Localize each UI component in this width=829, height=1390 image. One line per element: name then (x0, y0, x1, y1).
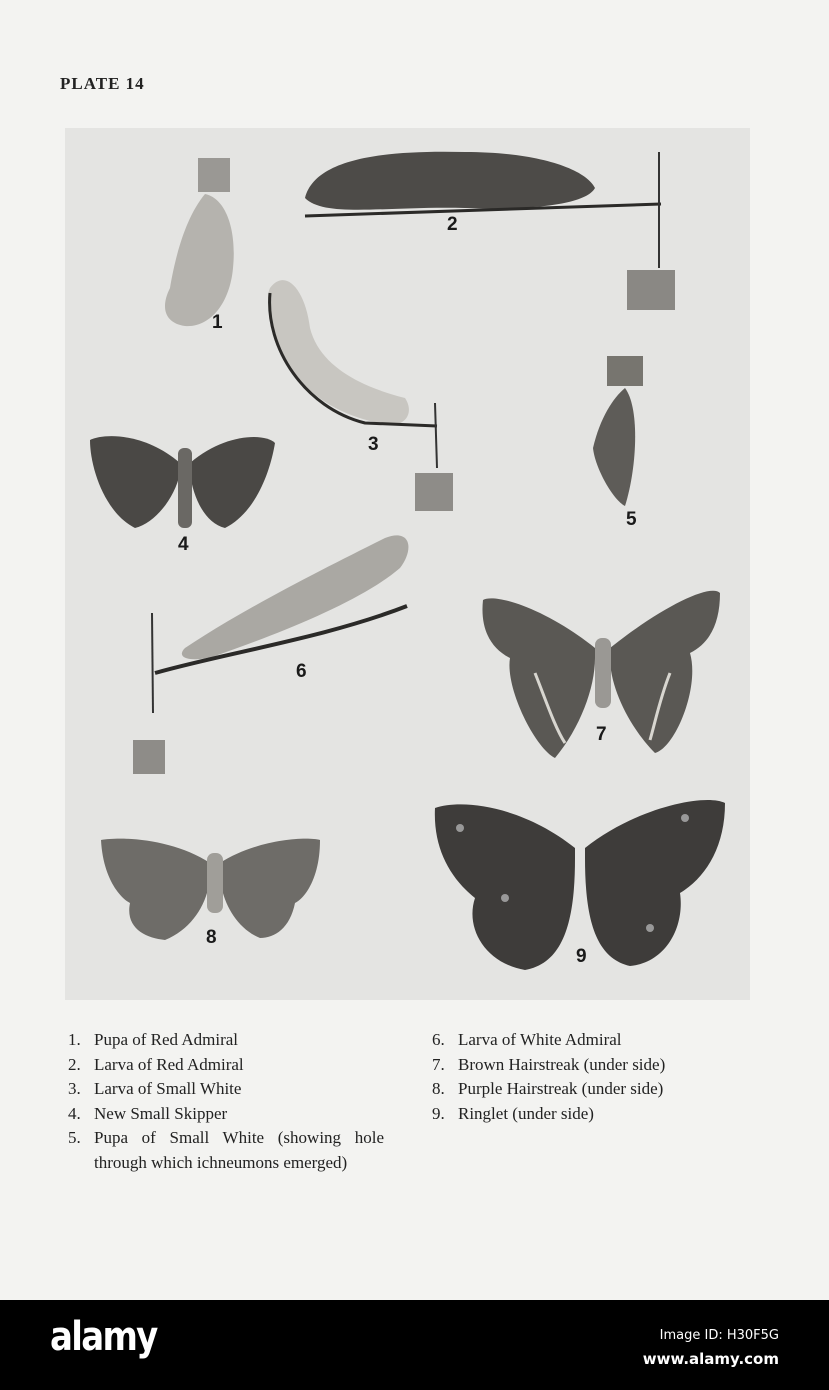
pupa-red-admiral (165, 158, 234, 326)
larva-white-admiral (133, 535, 408, 774)
pupa-small-white (593, 356, 643, 506)
image-id: Image ID: H30F5G (659, 1328, 779, 1343)
larva-small-white (268, 280, 453, 511)
caption-number: 4. (68, 1103, 81, 1123)
caption-number: 9. (432, 1103, 445, 1123)
figure-number: 2 (447, 214, 458, 235)
figure-number: 7 (596, 724, 607, 745)
figure-number: 1 (212, 312, 223, 333)
caption-text: Larva of Red Admiral (94, 1054, 244, 1074)
caption-text: Larva of Small White (94, 1079, 242, 1098)
figure-number: 3 (368, 434, 379, 455)
caption-item (432, 1102, 762, 1127)
caption-item (68, 1053, 413, 1078)
new-small-skipper (90, 436, 275, 528)
caption-text: Pupa of Red Admiral (94, 1030, 239, 1049)
caption-item (432, 1077, 762, 1102)
caption-item (432, 1028, 762, 1053)
figure-number: 5 (626, 509, 637, 530)
figure-number: 9 (576, 946, 587, 967)
specimen-photograph (65, 128, 750, 1000)
caption-text: Larva of White Admiral (458, 1030, 622, 1049)
caption-item (68, 1102, 413, 1127)
ringlet (435, 800, 725, 970)
larva-red-admiral (305, 152, 675, 310)
caption-number: 6. (432, 1030, 445, 1049)
caption-text: Purple Hairstreak (under side) (458, 1079, 664, 1098)
captions-right (432, 1028, 762, 1126)
figure-number: 8 (206, 927, 217, 948)
purple-hairstreak (101, 839, 320, 940)
figure-number: 4 (178, 534, 189, 555)
watermark-footer (0, 1300, 829, 1390)
caption-number: 8. (432, 1079, 445, 1098)
alamy-logo: alamy (50, 1314, 157, 1360)
plate-title: PLATE 14 (60, 74, 145, 93)
caption-number: 5. (68, 1128, 81, 1147)
caption-item (432, 1053, 762, 1078)
caption-text: Brown Hairstreak (under side) (458, 1054, 666, 1074)
figure-number: 6 (296, 661, 307, 682)
captions-left (68, 1028, 413, 1175)
caption-number: 1. (68, 1030, 81, 1049)
caption-item (68, 1077, 413, 1102)
caption-text: Ringlet (under side) (458, 1103, 594, 1123)
caption-number: 2. (68, 1054, 81, 1074)
caption-text: Pupa of Small White (showing hole through which ichneumons emerged) (94, 1128, 384, 1172)
caption-item (68, 1126, 413, 1175)
caption-number: 7. (432, 1054, 445, 1074)
site-url: www.alamy.com (642, 1350, 779, 1368)
caption-item (68, 1028, 413, 1053)
caption-number: 3. (68, 1079, 81, 1098)
caption-text: New Small Skipper (94, 1103, 228, 1123)
